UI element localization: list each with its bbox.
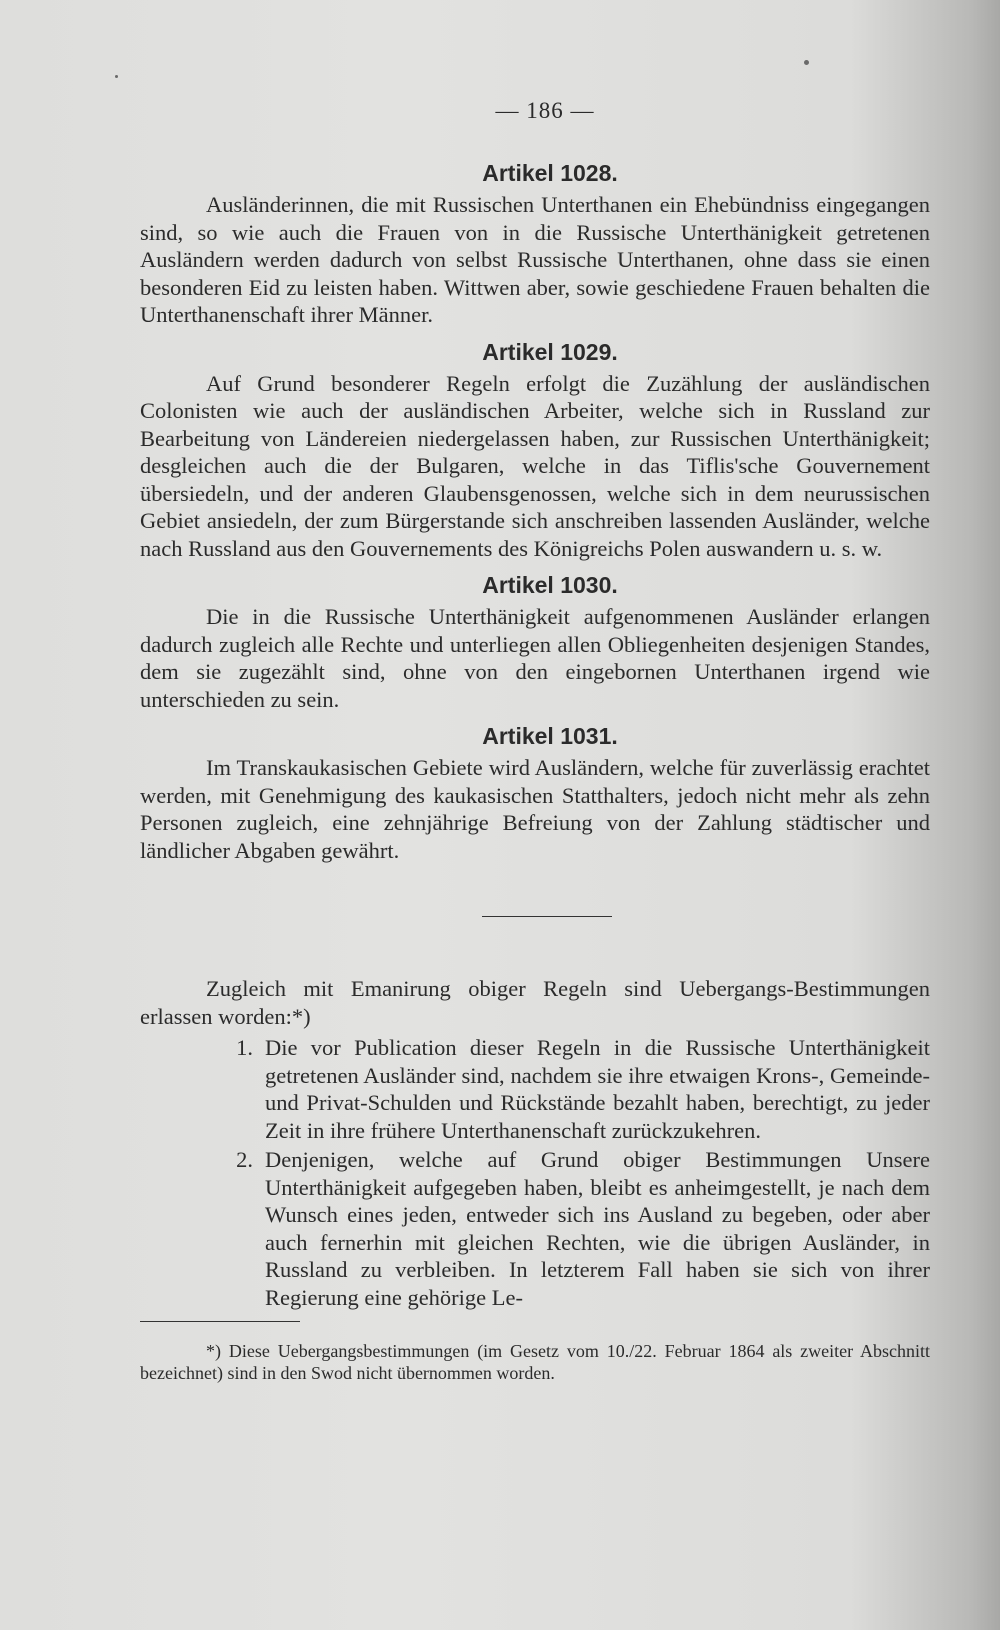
article-heading: Artikel 1030. [482, 572, 618, 598]
article-text: Auf Grund besonderer Regeln erfolgt die Zuzählung der ausländischen Colonisten wie auch der ausländischen Arbeiter, welche sich in Russland zur Bearbeitung von Ländereien niedergelassen haben, zur Russischen Unterthänigkeit; desgleichen auch die der Bulgaren, welche in das Tiflis'sche Gouvernement übersiedeln, und der anderen Glaubensgenossen, welche sich in dem neurussischen Gebiet ansiedeln, der zum Bürgerstande sich anschreiben lassenden Ausländer, welche nach Russland aus den Gouvernements des Königreichs Polen auswandern u. s. w. [140, 370, 930, 561]
page-number: — 186 — [495, 98, 595, 123]
page-content [140, 98, 930, 1402]
list-item-number: 1. [236, 1035, 253, 1060]
article-heading: Artikel 1031. [482, 723, 618, 749]
article-text: Im Transkaukasischen Gebiete wird Ausländern, welche für zuverlässig erachtet werden, mit Genehmigung des kaukasischen Statthalters, jedoch nicht mehr als zehn Personen zugleich, eine zehnjährige Befreiung von der Zahlung städtischer und ländlicher Abgaben gewährt. [140, 755, 930, 863]
list-item-text: Denjenigen, welche auf Grund obiger Bestimmungen Unsere Unterthänigkeit aufgegeben haben, bleibt es anheimgestellt, je nach dem Wunsch eines jeden, entweder sich ins Ausland zu begeben, oder aber auch fernerhin mit gleichen Rechten, wie die übrigen Ausländer, in Russland zu verbleiben. In letzterem Fall haben sie sich von ihrer Regierung eine gehörige Le- [265, 1147, 930, 1310]
article-text: Ausländerinnen, die mit Russischen Unterthanen ein Ehebündniss eingegangen sind, so wie auch die Frauen von in die Russische Unterthänigkeit getretenen Ausländern werden dadurch von selbst Russische Unterthanen, ohne dass sie einen besonderen Eid zu leisten haben. Wittwen aber, sowie geschiedene Frauen behalten die Unterthanenschaft ihrer Männer. [140, 192, 930, 327]
footnote-divider [140, 1321, 300, 1322]
article-heading: Artikel 1029. [482, 338, 618, 365]
article-1030 [140, 572, 930, 713]
article-heading: Artikel 1028. [482, 160, 618, 186]
list-item [140, 1146, 930, 1311]
list-item-number: 2. [236, 1147, 253, 1172]
transition-intro: Zugleich mit Emanirung obiger Regeln sind Uebergangs-Bestimmungen erlassen worden:*) [140, 976, 930, 1029]
list-item-text: Die vor Publication dieser Regeln in die Russische Unterthänigkeit getretenen Ausländer sind, nachdem sie ihre etwaigen Krons-, Gemeinde- und Privat-Schulden und Rückstände bezahlt haben, berechtigt, zu jeder Zeit in ihre frühere Unterthanenschaft zurückzukehren. [265, 1035, 930, 1143]
article-text: Die in die Russische Unterthänigkeit aufgenommenen Ausländer erlangen dadurch zugleich alle Rechte und unterliegen allen Obliegenheiten desjenigen Standes, dem sie zugezählt sind, ohne von den eingebornen Unterthanen irgend wie unterschieden zu sein. [140, 604, 930, 712]
section-divider [482, 916, 612, 917]
list-item [140, 1034, 930, 1144]
transition-provisions [140, 975, 930, 1311]
article-1028 [140, 160, 930, 329]
paper-speck [804, 60, 809, 65]
paper-speck [115, 75, 118, 78]
article-1031 [140, 723, 930, 864]
footnote: *) Diese Uebergangsbestimmungen (im Gesetz vom 10./22. Februar 1864 als zweiter Abschnitt bezeichnet) sind in den Swod nicht übernommen worden. [140, 1341, 930, 1383]
article-1029 [140, 339, 930, 563]
transition-list [140, 1034, 930, 1311]
